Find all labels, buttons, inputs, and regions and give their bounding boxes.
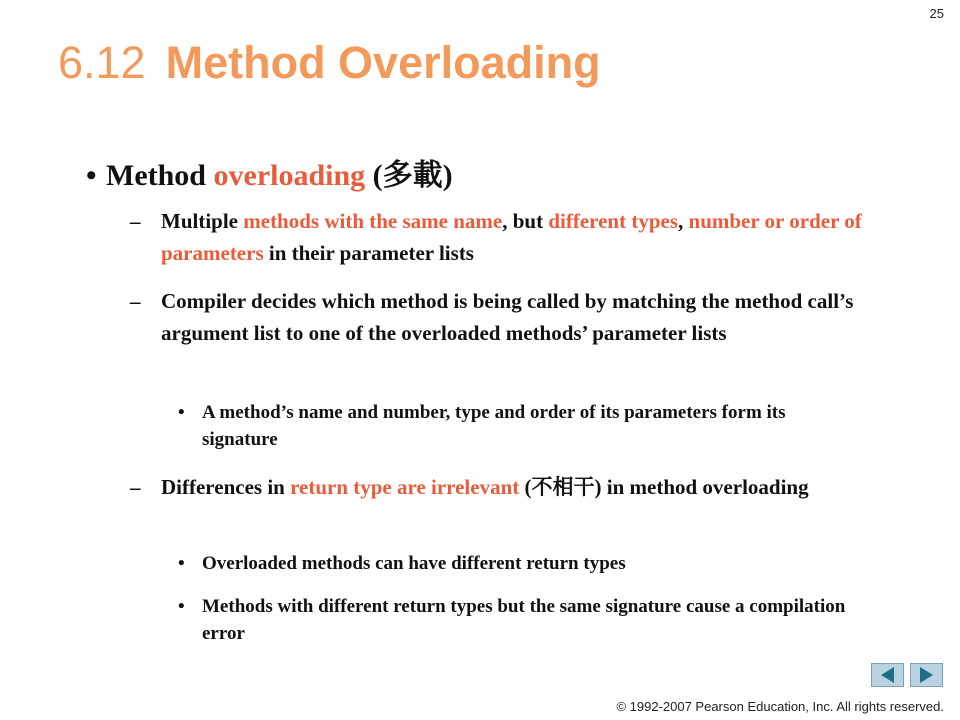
bullet-marker: • [86,159,97,192]
subitem-text [161,205,890,269]
dot-marker: • [178,596,185,617]
subitem-compiler [130,285,890,349]
subitem-text: Compiler decides which method is being called by matching the method call’s argument list to one of the overloaded methods’ parameter lists [161,289,854,345]
text-run: Multiple [161,209,244,233]
arrow-right-icon [920,667,933,683]
subsubitem-text: A method’s name and number, type and order of its parameters form its signature [202,402,786,450]
dash-marker: – [130,209,141,233]
dot-marker: • [178,553,185,574]
subsubitem-return-types [178,550,858,577]
next-slide-button[interactable] [910,663,943,687]
highlight-run: different types [548,209,679,233]
bullet-method-overloading [86,150,453,194]
highlight-run: return type are irrelevant [290,475,520,499]
title-text: Method Overloading [165,37,601,88]
subitem-text [161,471,890,503]
dash-marker: – [130,475,141,499]
text-run: in their parameter lists [263,241,474,265]
bullet-highlight: overloading [213,159,366,192]
highlight-run: number or order of parameters [161,209,862,265]
text-run: , but [502,209,549,233]
copyright-footer: © 1992-2007 Pearson Education, Inc. All rights reserved. [616,699,944,714]
section-number: 6.12 [58,37,146,88]
text-run: , [678,209,689,233]
dot-marker: • [178,402,185,423]
highlight-run: methods with the same name [243,209,503,233]
text-run: (不相干) in method overloading [519,475,809,499]
subsubitem-signature [178,399,858,453]
slide-navigation [871,663,943,687]
subsubitem-text: Methods with different return types but the same signature cause a compilation error [202,596,846,644]
subsubitem-compilation-error [178,593,858,647]
subitem-return-type [130,471,890,503]
subitem-definition [130,205,890,269]
dash-marker: – [130,289,141,313]
page-number: 25 [929,6,944,21]
prev-slide-button[interactable] [871,663,904,687]
subsubitem-text: Overloaded methods can have different return types [202,553,626,574]
bullet-text: Method [106,159,214,192]
bullet-suffix: (多載) [365,159,453,192]
text-run: Differences in [161,475,291,499]
arrow-left-icon [881,667,894,683]
